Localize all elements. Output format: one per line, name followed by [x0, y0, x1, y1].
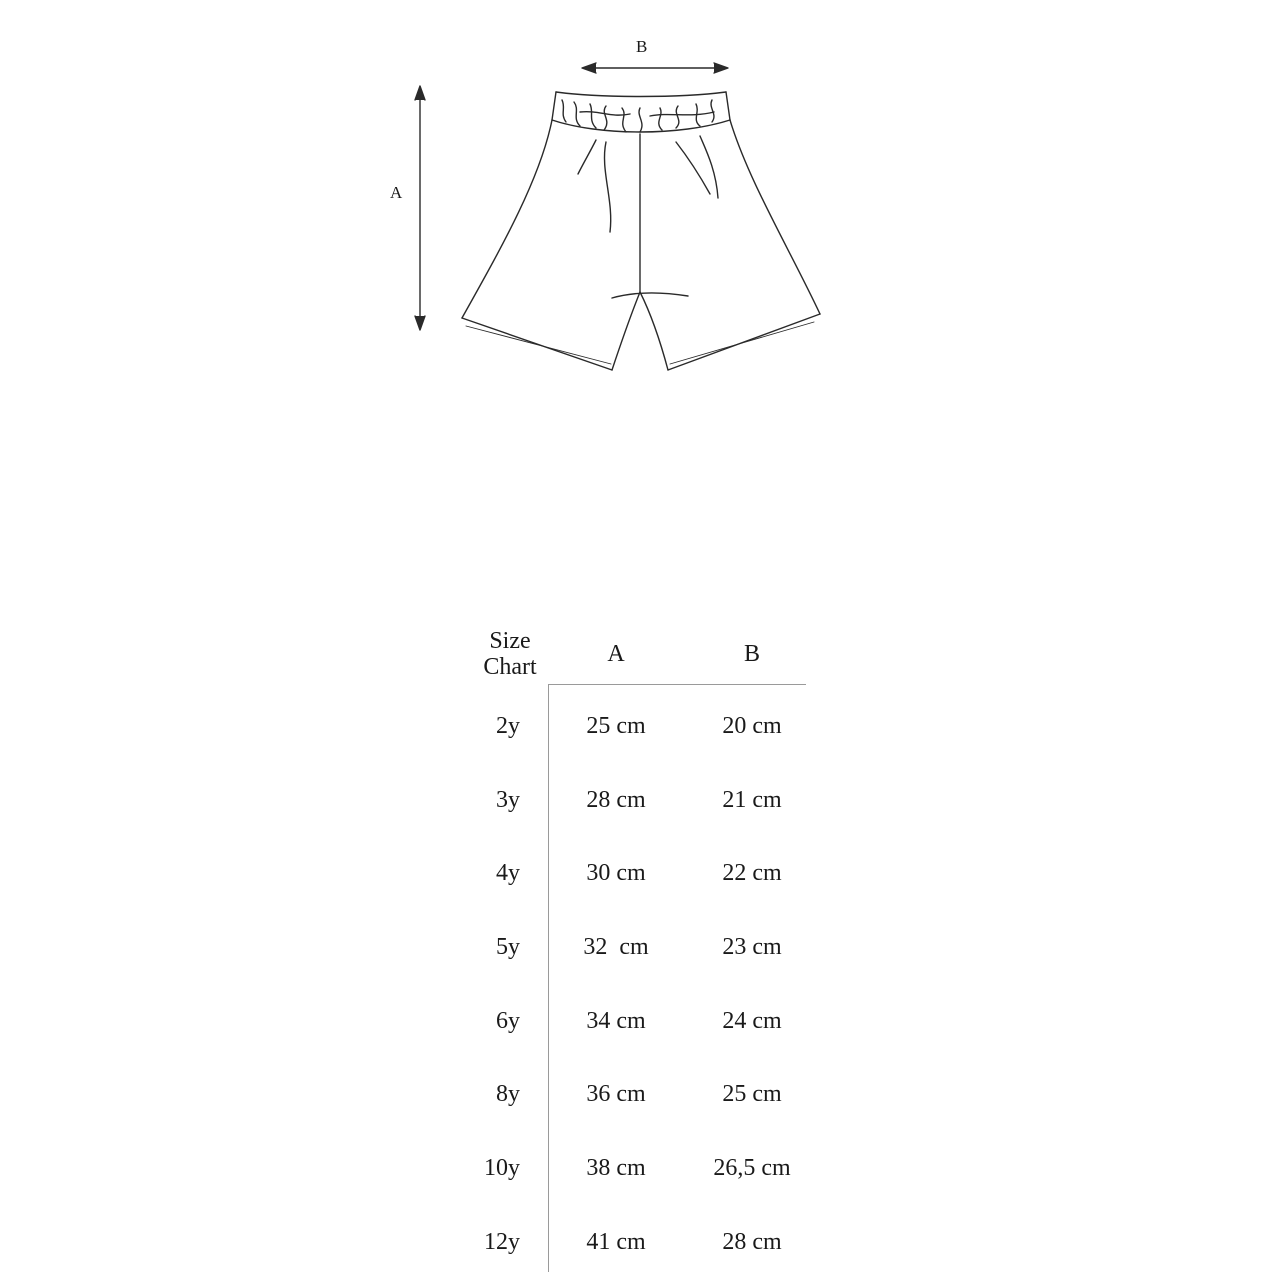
table-row — [440, 853, 820, 893]
a-cell: 34 cm — [586, 1008, 646, 1034]
b-cell: 28 cm — [722, 1229, 782, 1255]
shorts-icon — [0, 0, 1280, 420]
size-cell: 10y — [484, 1155, 520, 1181]
a-cell: 36 cm — [586, 1081, 646, 1107]
column-header-b: B — [743, 641, 760, 667]
table-row — [440, 927, 820, 967]
size-cell: 2y — [496, 713, 520, 739]
a-cell: 32 cm — [583, 934, 649, 960]
dimension-b-arrow — [582, 63, 728, 73]
b-cell: 23 cm — [722, 934, 782, 960]
size-cell: 12y — [484, 1229, 520, 1255]
dimension-a-arrow — [415, 86, 425, 330]
table-row — [440, 1222, 820, 1262]
dimension-b-label: B — [636, 37, 648, 56]
size-cell: 6y — [496, 1008, 520, 1034]
size-cell: 4y — [496, 860, 520, 886]
column-header-a: A — [607, 641, 625, 667]
dimension-a-label: A — [390, 183, 403, 202]
table-row — [440, 1001, 820, 1041]
a-cell: 41 cm — [586, 1229, 646, 1255]
waistband — [552, 92, 730, 132]
b-cell: 21 cm — [722, 787, 782, 813]
size-cell: 5y — [496, 934, 520, 960]
size-chart-table — [440, 620, 820, 1275]
size-chart-heading-line2: Chart — [483, 654, 537, 680]
table-row — [440, 1074, 820, 1114]
size-chart-heading-line1: Size — [489, 628, 531, 654]
b-cell: 22 cm — [722, 860, 782, 886]
size-cell: 8y — [496, 1081, 520, 1107]
a-cell: 25 cm — [586, 713, 646, 739]
b-cell: 24 cm — [722, 1008, 782, 1034]
b-cell: 25 cm — [722, 1081, 782, 1107]
a-cell: 38 cm — [586, 1155, 646, 1181]
size-cell: 3y — [496, 787, 520, 813]
header-divider — [548, 684, 806, 685]
a-cell: 28 cm — [586, 787, 646, 813]
shorts-body — [462, 120, 820, 370]
table-row — [440, 1148, 820, 1188]
b-cell: 20 cm — [722, 713, 782, 739]
shorts-diagram — [0, 0, 1280, 420]
size-chart-heading — [460, 628, 560, 680]
b-cell: 26,5 cm — [713, 1155, 791, 1181]
a-cell: 30 cm — [586, 860, 646, 886]
table-row — [440, 780, 820, 820]
table-row — [440, 706, 820, 746]
